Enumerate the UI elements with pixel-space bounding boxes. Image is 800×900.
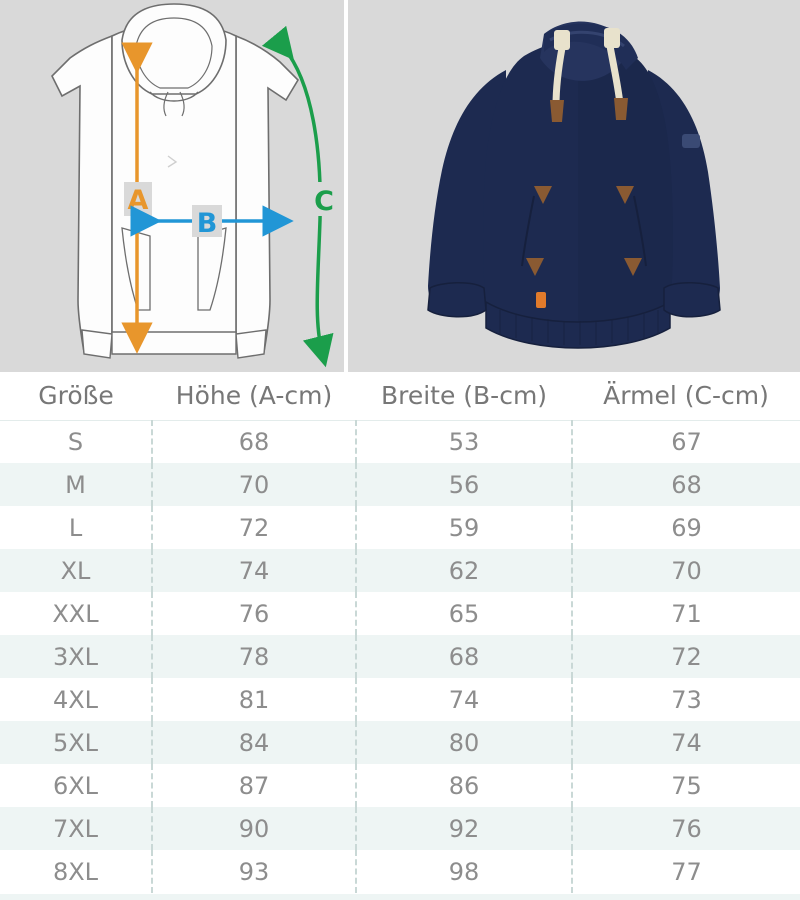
table-row <box>0 420 800 463</box>
cell-width: 92 <box>356 807 572 850</box>
column-header-width: Breite (B-cm) <box>356 372 572 420</box>
cell-sleeve: 70 <box>572 549 800 592</box>
table-row <box>0 592 800 635</box>
table-row <box>0 721 800 764</box>
cell-size: 5XL <box>52 728 99 757</box>
hoodie-technical-drawing-icon <box>0 0 344 372</box>
cell-size: XL <box>60 556 91 585</box>
cell-size: 7XL <box>52 814 99 843</box>
cell-size: 8XL <box>52 857 99 886</box>
cell-width: 65 <box>356 592 572 635</box>
table-footer-strip <box>0 893 800 900</box>
table-row <box>0 635 800 678</box>
table-row <box>0 678 800 721</box>
cell-height: 93 <box>152 850 356 893</box>
cell-sleeve: 69 <box>572 506 800 549</box>
cell-size: L <box>68 513 83 542</box>
cell-height: 70 <box>152 463 356 506</box>
column-header-sleeve: Ärmel (C-cm) <box>572 372 800 420</box>
image-panels <box>0 0 800 372</box>
cell-size: 4XL <box>52 685 99 714</box>
measure-a-label: A <box>127 185 149 216</box>
cell-sleeve: 71 <box>572 592 800 635</box>
cell-size: XXL <box>52 599 99 628</box>
table-row <box>0 764 800 807</box>
table-header <box>0 372 800 420</box>
measure-c-label: C <box>314 186 334 217</box>
cell-sleeve: 73 <box>572 678 800 721</box>
cell-width: 53 <box>356 420 572 463</box>
cell-sleeve: 74 <box>572 721 800 764</box>
cell-height: 87 <box>152 764 356 807</box>
table-row <box>0 549 800 592</box>
table-row <box>0 463 800 506</box>
cell-sleeve: 75 <box>572 764 800 807</box>
cell-sleeve: 68 <box>572 463 800 506</box>
cell-sleeve: 67 <box>572 420 800 463</box>
column-header-height: Höhe (A-cm) <box>152 372 356 420</box>
cell-height: 74 <box>152 549 356 592</box>
cell-width: 62 <box>356 549 572 592</box>
cell-width: 74 <box>356 678 572 721</box>
cell-height: 81 <box>152 678 356 721</box>
table-header-row <box>0 372 800 420</box>
size-chart-table <box>0 372 800 893</box>
table-row <box>0 850 800 893</box>
cell-height: 72 <box>152 506 356 549</box>
table-body <box>0 420 800 893</box>
column-header-size: Größe <box>0 372 152 420</box>
cell-height: 78 <box>152 635 356 678</box>
cell-sleeve: 77 <box>572 850 800 893</box>
hoodie-product-photo-panel <box>348 0 800 372</box>
cell-size: 6XL <box>52 771 99 800</box>
cell-height: 90 <box>152 807 356 850</box>
table-row <box>0 506 800 549</box>
hoodie-product-photo-icon <box>348 0 800 372</box>
cell-size: S <box>67 427 84 456</box>
cell-width: 68 <box>356 635 572 678</box>
cell-sleeve: 76 <box>572 807 800 850</box>
cell-width: 80 <box>356 721 572 764</box>
cell-width: 86 <box>356 764 572 807</box>
cell-width: 56 <box>356 463 572 506</box>
cell-size: 3XL <box>52 642 99 671</box>
cell-height: 84 <box>152 721 356 764</box>
table-row <box>0 807 800 850</box>
hoodie-technical-drawing-panel <box>0 0 344 372</box>
measure-b-label: B <box>196 208 218 239</box>
cell-width: 59 <box>356 506 572 549</box>
cell-sleeve: 72 <box>572 635 800 678</box>
cell-size: M <box>65 470 86 499</box>
cell-height: 76 <box>152 592 356 635</box>
cell-height: 68 <box>152 420 356 463</box>
cell-width: 98 <box>356 850 572 893</box>
